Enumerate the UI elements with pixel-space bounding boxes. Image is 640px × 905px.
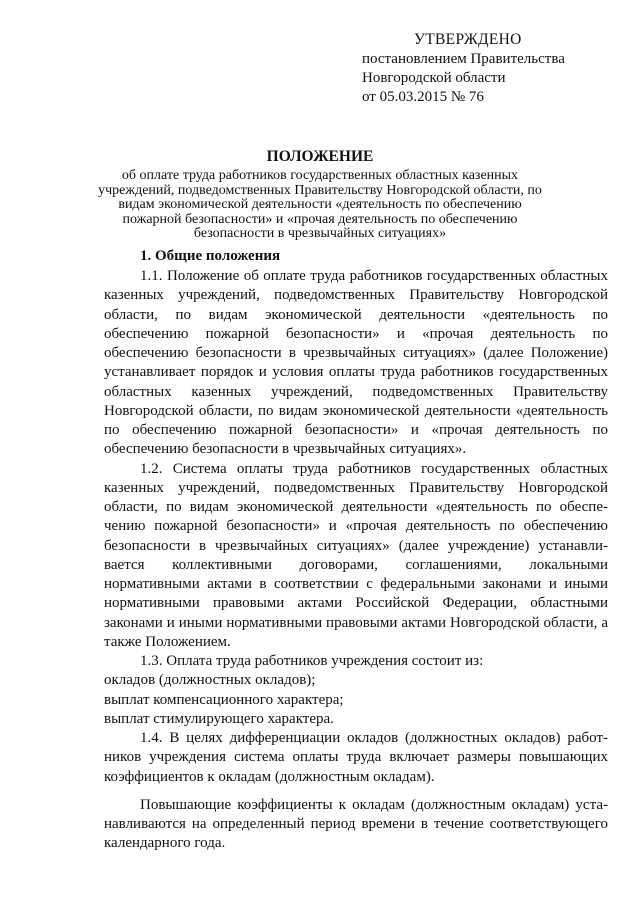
approval-line-2: Новгородской области xyxy=(362,70,506,86)
approval-line-3: от 05.03.2015 № 76 xyxy=(362,89,484,105)
approval-line-1: постановлением Правительства xyxy=(362,51,565,67)
list-item: окладов (должностных окладов); xyxy=(104,672,316,689)
document-heading xyxy=(90,148,550,242)
paragraph-1-2: 1.2. Система оплаты труда работников государственных областных казенных учреждений, подведомственных Правительству Новгородской области, по видам экономической деятельности «деятельность по обеспечению пожарной безопасности» и «прочая деятельность по обеспечению безопасности в чрезвычайных ситуациях» (далее учреждение) устанавливается коллективными договорами, соглашениями, локальными нормативными актами в соответствии с федеральными законами и иными нормативными правовыми актами Российской Федерации, областными законами и иными нормативными правовыми актами Новгородской области, а также Положением. xyxy=(104,460,608,650)
paragraph-1-4: 1.4. В целях дифференциации окладов (должностных окладов) работников учреждения система оплаты труда включает размеры повышающих коэффициентов к окладам (должностным окладам). xyxy=(104,730,608,785)
document-body xyxy=(104,246,608,854)
paragraph-1-3: 1.3. Оплата труда работников учреждения состоит из: xyxy=(140,653,484,669)
list-item: выплат компенсационного характера; xyxy=(104,691,344,708)
list-item: выплат стимулирующего характера. xyxy=(104,710,334,727)
approval-title: УТВЕРЖДЕНО xyxy=(414,31,522,48)
document-title: ПОЛОЖЕНИЕ xyxy=(266,148,374,165)
approval-stamp xyxy=(362,30,622,107)
paragraph-gap xyxy=(104,787,608,796)
paragraph-1-4-continued: Повышающие коэффициенты к окладам (должностным окладам) устанавливаются на определенный период времени в течение соответствующего календарного года. xyxy=(104,796,608,852)
paragraph-1-1: 1.1. Положение об оплате труда работников государственных областных казенных учреждений, подведомственных Правительству Новгородской области, по видам экономической деятельности «деятельность по обеспечению пожарной безопасности» и «прочая деятельность по обеспечению безопасности в чрезвычайных ситуациях» (далее Положение) устанавливает порядок и условия оплаты труда работников государственных областных казенных учреждений, подведомственных Правительству Новгородской области, по видам экономической деятельности «деятельность по обеспечению пожарной безопасности» и «прочая деятельность по обеспечению безопасности в чрезвычайных ситуациях». xyxy=(104,268,608,458)
section-title: 1. Общие положения xyxy=(140,248,281,264)
document-subtitle: об оплате труда работников государственных областных казенных учреждений, подведомственных Правительству Новгородской области, по видам экономической деятельности «деятельность по обеспечению пожарной безопасности» и «прочая деятельность по обеспечению безопасности в чрезвычайных ситуациях» xyxy=(98,168,542,242)
